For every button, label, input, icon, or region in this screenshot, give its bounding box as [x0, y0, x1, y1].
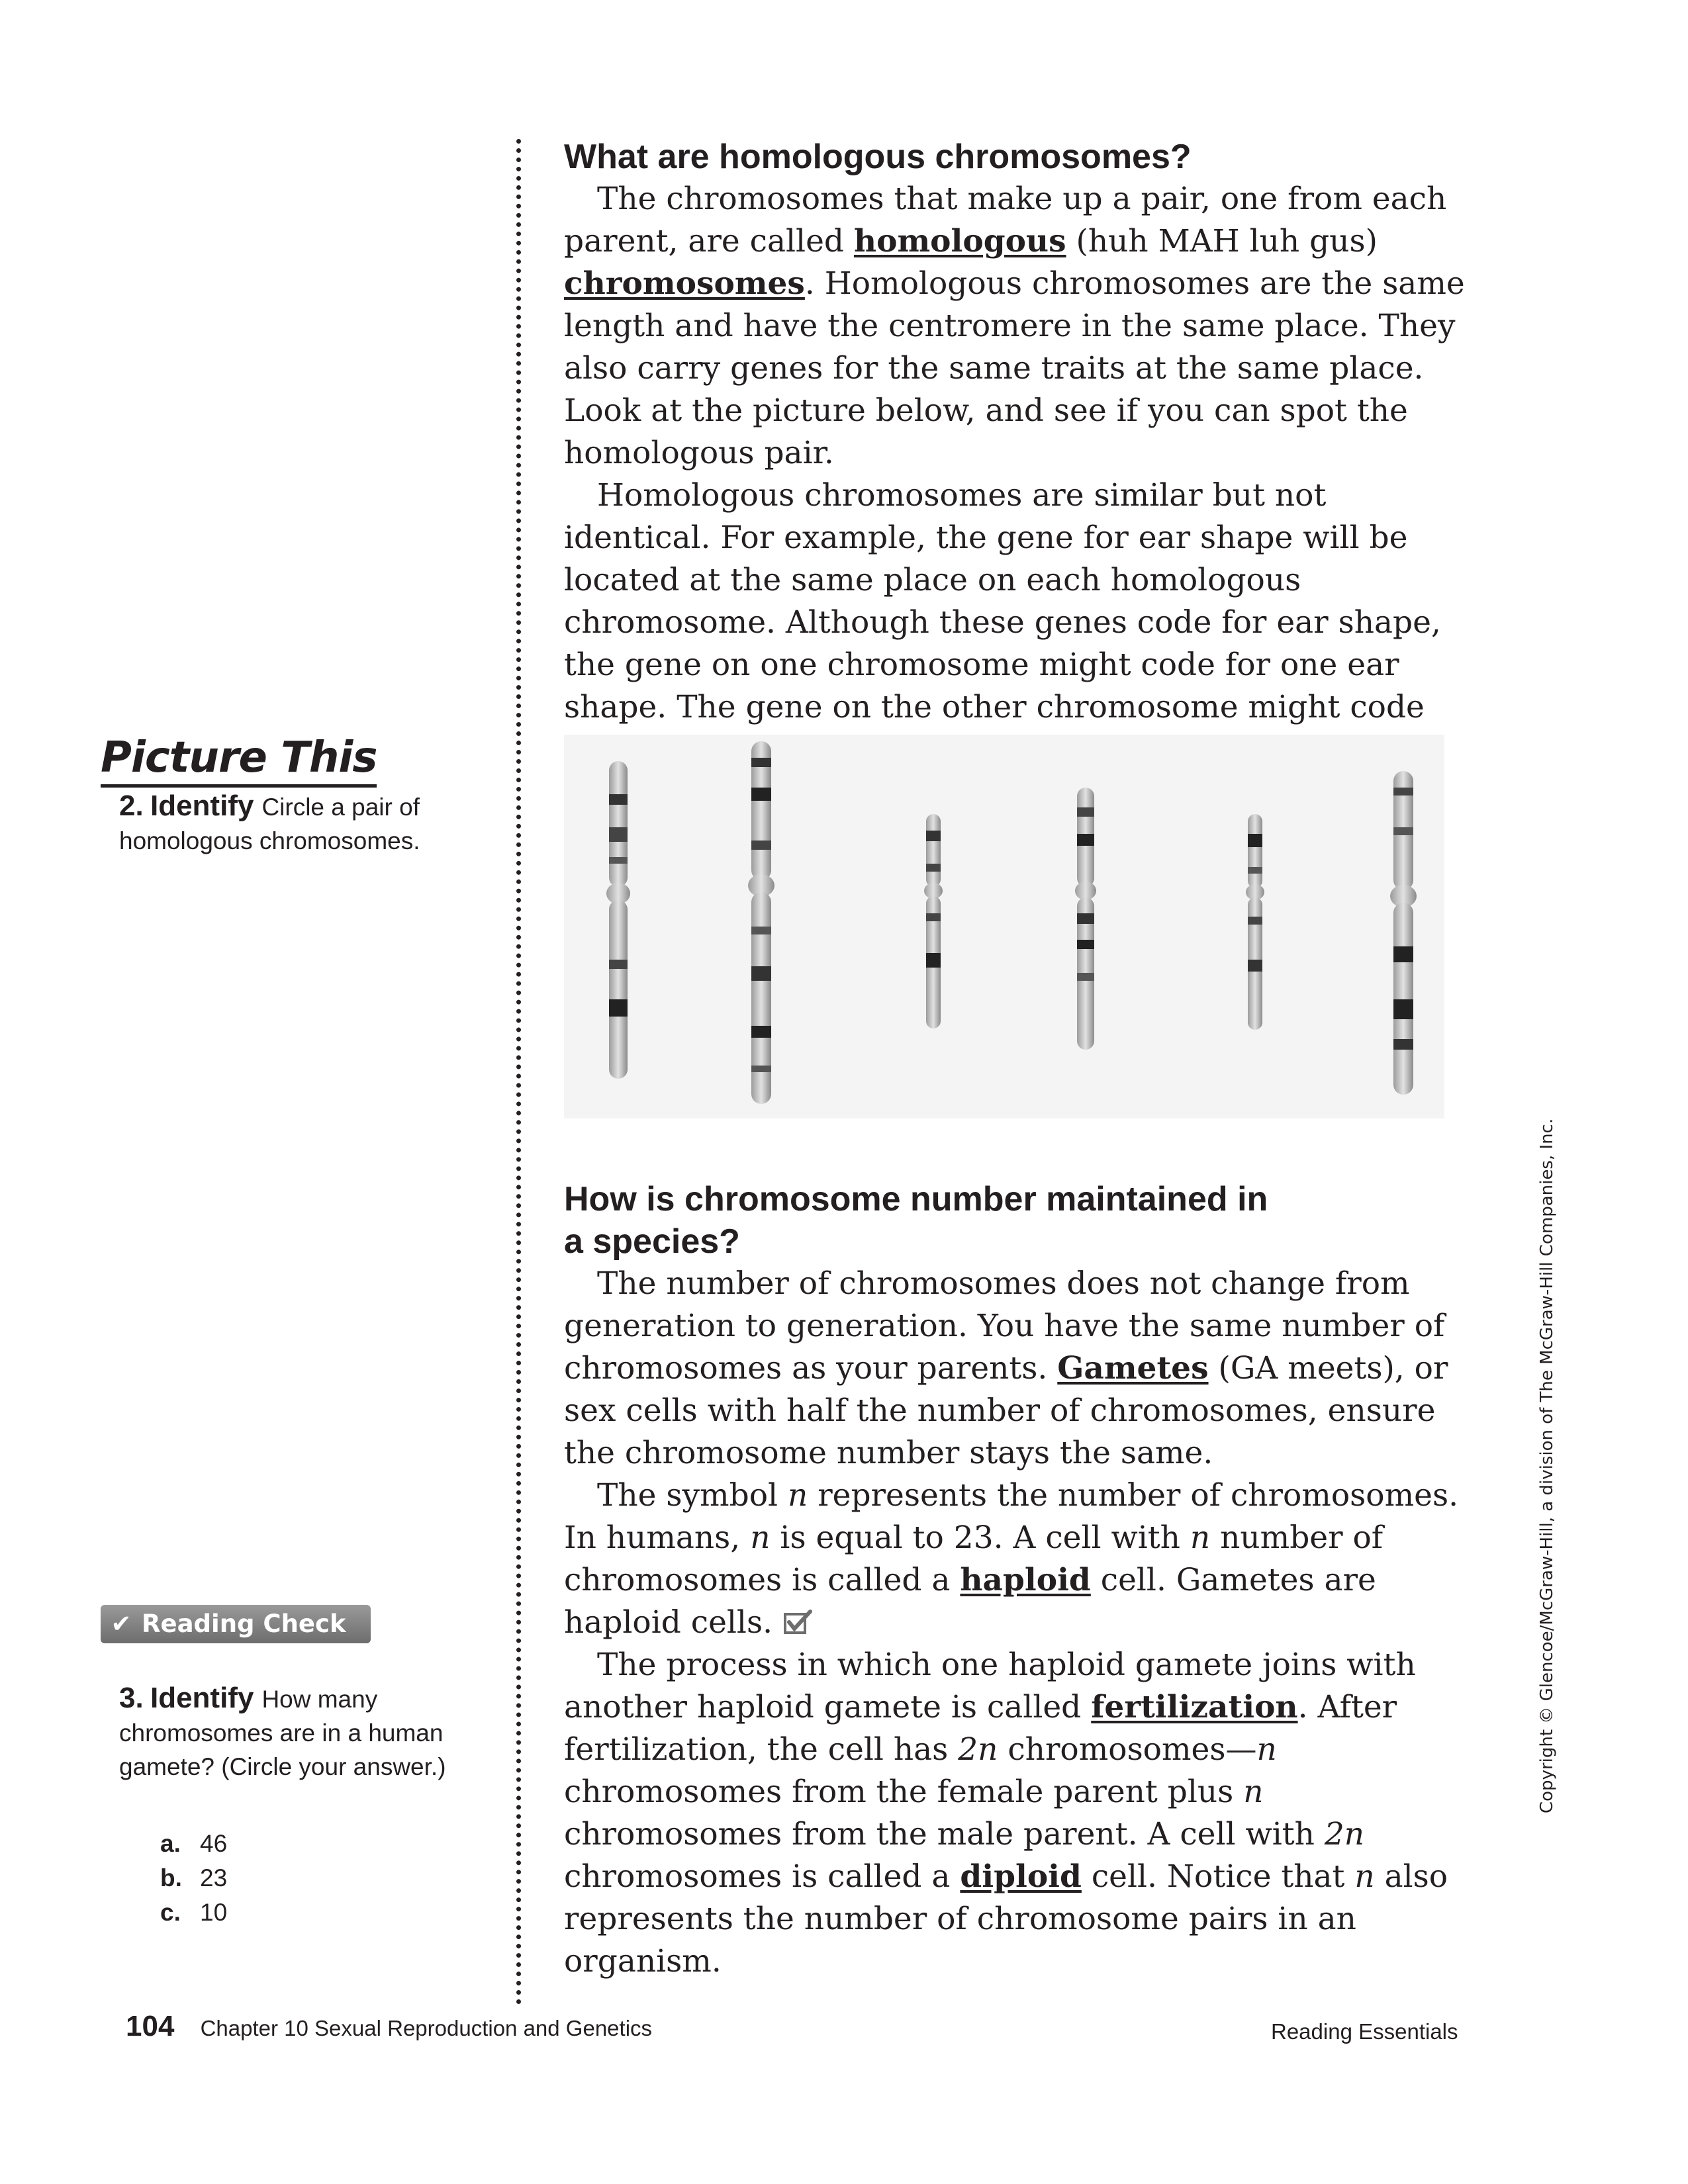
answer-option-a[interactable]: a. 46: [160, 1830, 228, 1857]
answer-option-b[interactable]: b. 23: [160, 1864, 228, 1891]
vocab-term-gametes: Gametes: [1057, 1350, 1209, 1387]
book-title: Reading Essentials: [1271, 2019, 1458, 2044]
chromosomes-illustration: [564, 735, 1444, 1118]
chapter-title: Chapter 10 Sexual Reproduction and Genetics: [200, 2016, 653, 2040]
section-heading-homologous: What are homologous chromosomes?: [564, 138, 1192, 176]
question-verb: Identify: [150, 1682, 254, 1714]
section-homologous: [564, 136, 1477, 771]
copyright-notice: Copyright © Glencoe/McGraw-Hill, a division of The McGraw-Hill Companies, Inc.: [1537, 1118, 1557, 1813]
checkmark-icon: ✔: [111, 1610, 132, 1638]
vocab-term-diploid: diploid: [960, 1858, 1082, 1895]
paragraph: The process in which one haploid gamete joins with another haploid gamete is called fertilization. After fertilization, the cell has 2n chromosomes—n chromosomes from the female parent plus n chromosomes from the male parent. A cell with 2n chromosomes is called a diploid cell. Notice that n also represents the number of chromosome pairs in an organism.: [564, 1647, 1448, 1979]
chromosome-2: [748, 741, 774, 1104]
paragraph: The number of chromosomes does not change from generation to generation. You have the same number of chromosomes as your parents. Gametes (GA meets), or sex cells with half the number of chromosomes, ensure the chromosome number stays the same.: [564, 1265, 1448, 1471]
vocab-term-fertilization: fertilization: [1091, 1689, 1298, 1725]
dotted-column-divider: [516, 139, 521, 2005]
chromosome-1: [606, 761, 630, 1079]
answer-options: [106, 1827, 227, 1930]
vocab-term-chromosomes: chromosomes: [564, 265, 805, 302]
question-verb: Identify: [150, 790, 254, 822]
paragraph: The chromosomes that make up a pair, one from each parent, are called homologous (huh MAH luh gus) chromosomes. Homologous chromosomes are the same length and have the centromere in the same place. They also carry genes for the same traits at the same place. Look at the picture below, and see if you can spot the homologous pair.: [564, 181, 1465, 471]
reading-check-banner: ✔ Reading Check: [101, 1605, 371, 1643]
chromosome-4: [1075, 788, 1096, 1050]
question-3: 3. Identify How many chromosomes are in a human gamete? (Circle your answer.): [119, 1682, 446, 1780]
footer-left: [126, 2012, 652, 2043]
chromosome-3: [924, 814, 943, 1028]
section-chromosome-number: [564, 1178, 1477, 1983]
question-2: 2. Identify Circle a pair of homologous chromosomes.: [119, 790, 420, 854]
chromosome-5: [1246, 814, 1264, 1030]
reading-check-checkbox-icon: [782, 1609, 814, 1635]
vocab-term-haploid: haploid: [960, 1562, 1091, 1598]
chromosome-figure: [564, 735, 1444, 1118]
picture-this-heading: Picture This: [101, 731, 377, 788]
question-text: Circle a pair of homologous chromosomes.: [119, 794, 420, 854]
answer-option-c[interactable]: c. 10: [160, 1899, 228, 1926]
section-heading-chromosome-number: How is chromosome number maintained in a species?: [564, 1180, 1268, 1261]
page-number: 104: [126, 2010, 175, 2042]
paragraph: The symbol n represents the number of chromosomes. In humans, n is equal to 23. A cell with n number of chromosomes is called a haploid cell. Gametes are haploid cells.: [564, 1477, 1459, 1641]
question-text: How many chromosomes are in a human gamete? (Circle your answer.): [119, 1686, 446, 1780]
vocab-term-homologous: homologous: [853, 223, 1066, 259]
paragraph: Homologous chromosomes are similar but not identical. For example, the gene for ear shape will be located at the same place on each homologous chromosome. Although these genes code for ear shape, the gene on one chromosome might code for one ear shape. The gene on the other chromosome might code: [564, 477, 1441, 725]
chromosome-6: [1390, 771, 1417, 1095]
